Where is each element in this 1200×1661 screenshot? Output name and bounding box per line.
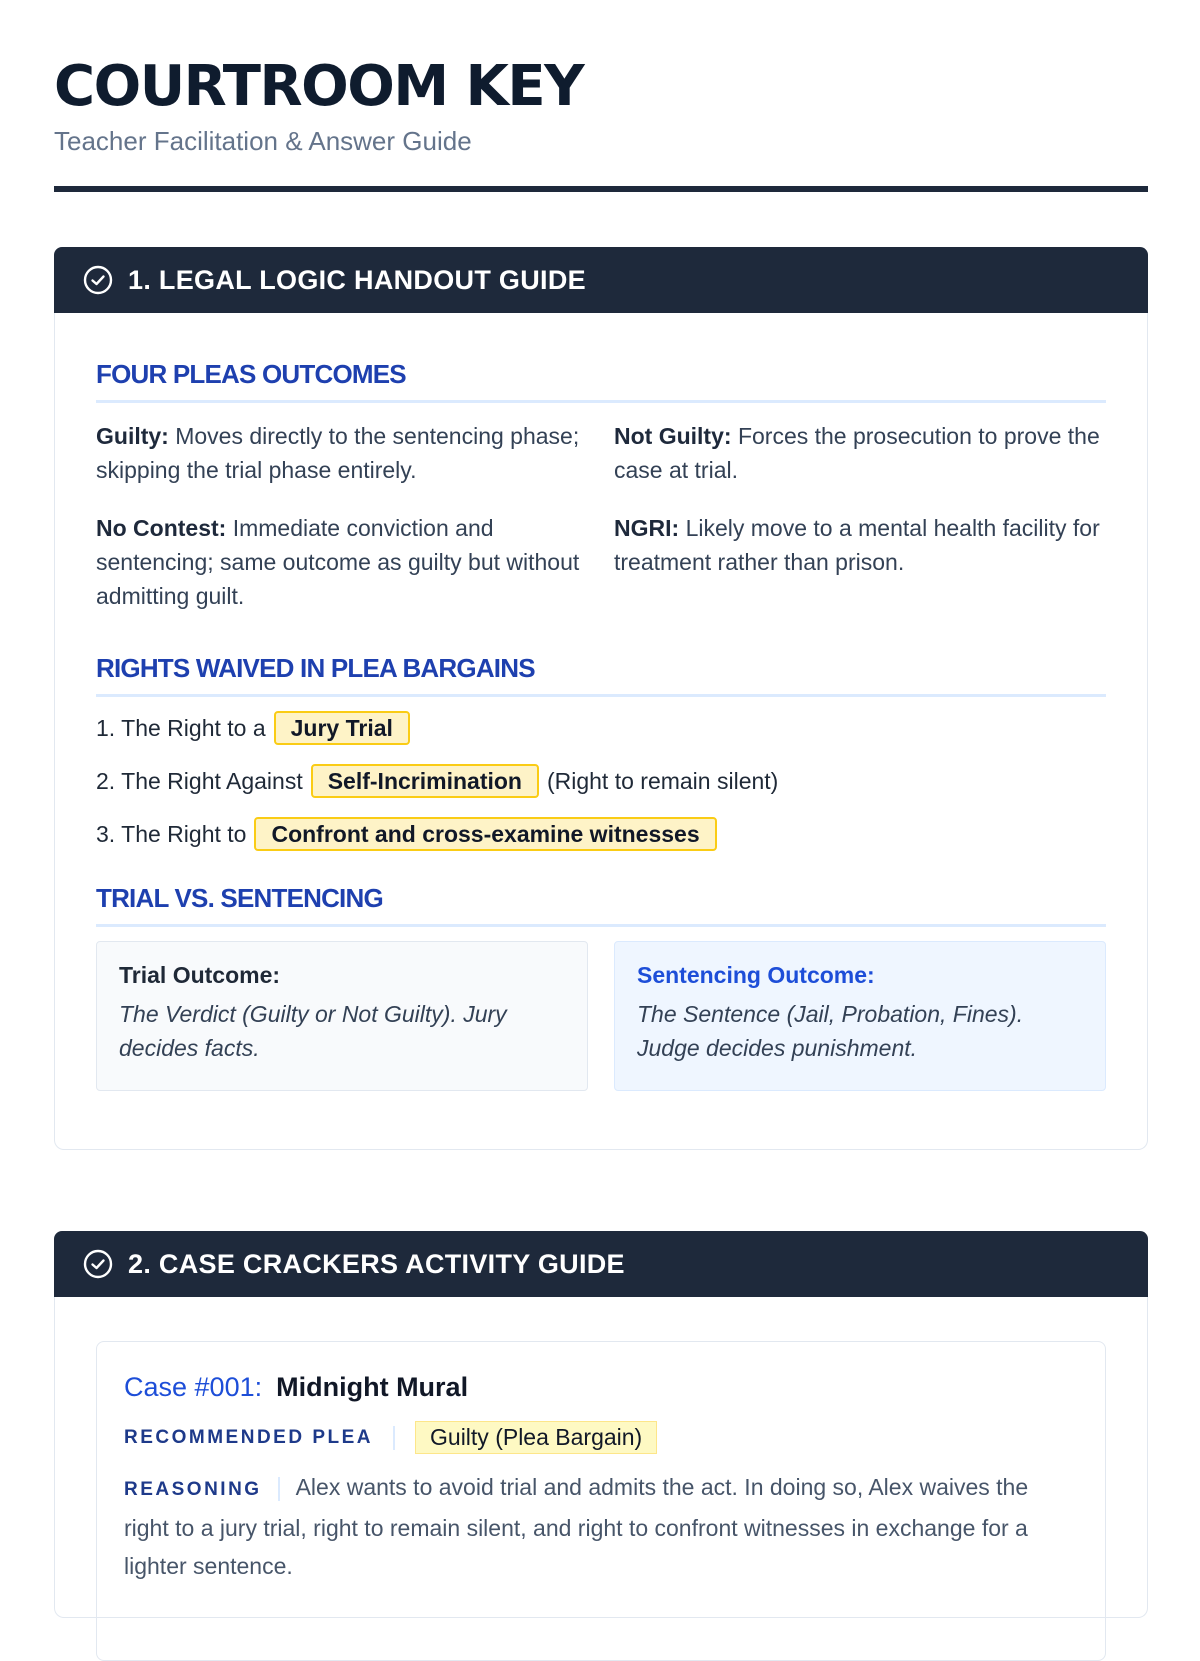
recommended-plea-label: RECOMMENDED PLEA <box>124 1426 374 1448</box>
reasoning-text: Alex wants to avoid trial and admits the act. In doing so, Alex waives the right to a jury trial, right to remain silent, and right to confront witnesses in exchange for a lighter sentence. <box>124 1474 1029 1579</box>
case-title <box>124 1372 1078 1403</box>
right-item: 1. The Right to a Jury Trial <box>96 709 1106 747</box>
sentencing-outcome-box: Sentencing Outcome: The Sentence (Jail, Probation, Fines). Judge decides punishment. <box>614 941 1106 1091</box>
section-body <box>54 1297 1148 1618</box>
case-name: Midnight Mural <box>276 1372 469 1402</box>
rights-list <box>96 709 1106 853</box>
highlighted-answer: Self-Incrimination <box>311 764 539 798</box>
trial-outcome-box: Trial Outcome: The Verdict (Guilty or Not Guilty). Jury decides facts. <box>96 941 588 1091</box>
reasoning-paragraph <box>124 1468 1078 1585</box>
recommended-plea-value: Guilty (Plea Bargain) <box>415 1421 657 1454</box>
right-item: 3. The Right to Confront and cross-examine witnesses <box>96 815 1106 853</box>
section-header <box>54 1231 1148 1297</box>
pleas-heading: FOUR PLEAS OUTCOMES <box>96 359 1106 403</box>
recommended-plea-row <box>124 1421 1078 1454</box>
highlighted-answer: Confront and cross-examine witnesses <box>254 817 716 851</box>
section-title: 1. LEGAL LOGIC HANDOUT GUIDE <box>128 264 586 295</box>
document-header <box>54 52 1148 158</box>
plea-no-contest: No Contest: Immediate conviction and sentencing; same outcome as guilty but without admitting guilt. <box>96 515 580 609</box>
highlighted-answer: Jury Trial <box>274 711 410 745</box>
section-case-crackers <box>54 1231 1148 1618</box>
plea-not-guilty: Not Guilty: Forces the prosecution to prove the case at trial. <box>614 423 1100 483</box>
check-circle-icon <box>82 1248 114 1280</box>
header-divider <box>54 186 1148 192</box>
right-item: 2. The Right Against Self-Incrimination (Right to remain silent) <box>96 762 1106 800</box>
section-title: 2. CASE CRACKERS ACTIVITY GUIDE <box>128 1248 625 1279</box>
case-number: Case #001: <box>124 1372 263 1402</box>
divider <box>393 1426 395 1450</box>
case-card <box>96 1341 1106 1661</box>
section-body <box>54 313 1148 1150</box>
section-header <box>54 247 1148 313</box>
rights-heading: RIGHTS WAIVED IN PLEA BARGAINS <box>96 653 1106 697</box>
plea-ngri: NGRI: Likely move to a mental health facility for treatment rather than prison. <box>614 515 1100 575</box>
document-title: COURTROOM KEY <box>54 54 584 119</box>
trial-vs-sentencing-heading: TRIAL VS. SENTENCING <box>96 883 1106 927</box>
plea-guilty: Guilty: Moves directly to the sentencing phase; skipping the trial phase entirely. <box>96 423 580 483</box>
outcome-grid <box>96 941 1106 1091</box>
reasoning-label: REASONING <box>124 1479 262 1500</box>
check-circle-icon <box>82 264 114 296</box>
divider <box>278 1477 280 1501</box>
section-legal-logic <box>54 247 1148 1150</box>
pleas-grid <box>96 419 1106 613</box>
document-subtitle: Teacher Facilitation & Answer Guide <box>54 126 472 156</box>
